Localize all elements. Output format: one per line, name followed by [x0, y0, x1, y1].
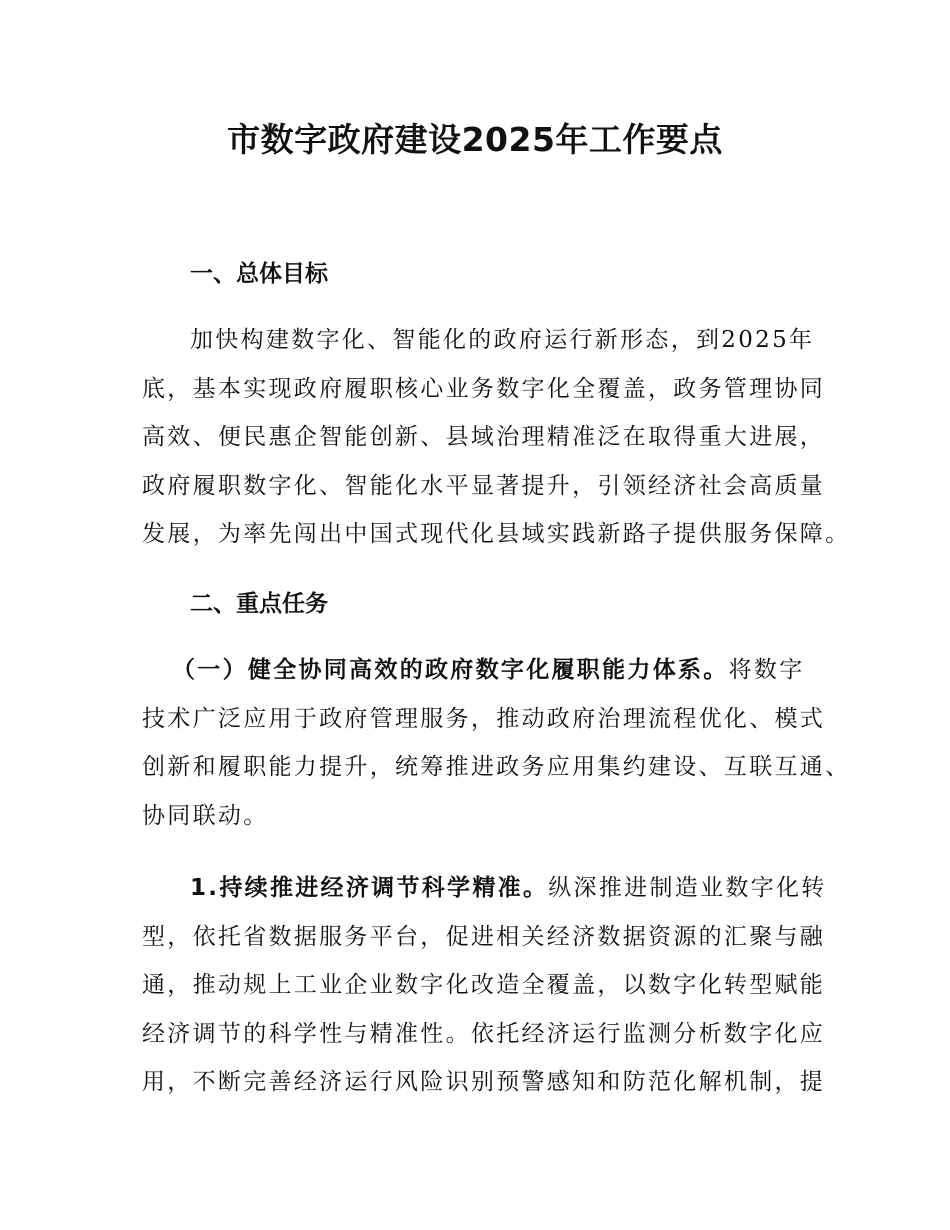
text-line: 经济调节的科学性与精准性。依托经济运行监测分析数字化应 [142, 1020, 826, 1047]
text-line: 型，依托省数据服务平台，促进相关经济数据资源的汇聚与融 [142, 923, 826, 950]
text-fragment: 纵深推进制造业数字化转 [548, 875, 827, 901]
text-line: 技术广泛应用于政府管理服务，推动政府治理流程优化、模式 [142, 705, 826, 732]
text-line: 底，基本实现政府履职核心业务数字化全覆盖，政务管理协同 [142, 375, 826, 402]
text-line: 高效、便民惠企智能创新、县域治理精准泛在取得重大进展， [142, 424, 826, 451]
text-line: 用，不断完善经济运行风险识别预警感知和防范化解机制，提 [142, 1069, 826, 1096]
document-title: 市数字政府建设2025年工作要点 [227, 120, 723, 159]
text-line: 发展，为率先闯出中国式现代化县域实践新路子提供服务保障。 [142, 521, 851, 548]
text-line: 政府履职数字化、智能化水平显著提升，引领经济社会高质量 [142, 472, 826, 499]
text-line: 协同联动。 [142, 802, 269, 829]
text-fragment: 将数字 [728, 657, 805, 683]
paragraph-task-1 [142, 646, 851, 840]
task-heading: （一）健全协同高效的政府数字化履职能力体系。 [172, 657, 729, 683]
text-line: 创新和履职能力提升，统筹推进政务应用集约建设、互联互通、 [142, 754, 851, 781]
text-line: 通，推动规上工业企业数字化改造全覆盖，以数字化转型赋能 [142, 972, 826, 999]
paragraph-task-1-1 [142, 864, 832, 1107]
section-heading-overall-goal: 一、总体目标 [190, 261, 328, 287]
section-heading-key-tasks: 二、重点任务 [190, 591, 328, 617]
text-line: 加快构建数字化、智能化的政府运行新形态，到2025年 [190, 327, 815, 353]
subtask-heading: 1.持续推进经济调节科学精准。 [190, 875, 549, 901]
text-line-with-lead [142, 646, 832, 695]
text-line-with-lead [142, 864, 832, 913]
paragraph-overall-goal [142, 316, 851, 559]
